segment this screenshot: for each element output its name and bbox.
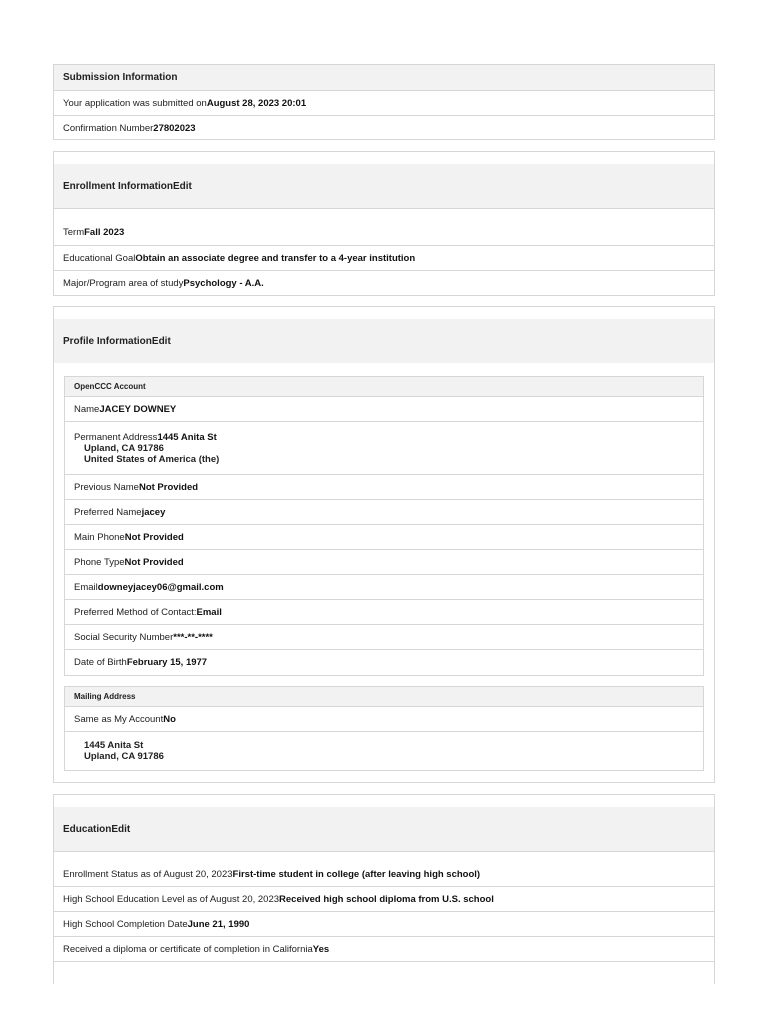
goal-value: Obtain an associate degree and transfer to a 4-year institution — [135, 252, 416, 264]
enrollment-panel — [53, 151, 715, 296]
preferred-name-label: Preferred Name — [74, 506, 142, 518]
name-value: JACEY DOWNEY — [99, 403, 177, 415]
hs-level-row — [54, 887, 714, 912]
term-label: Term — [63, 226, 85, 238]
mailing-address-section — [64, 686, 704, 771]
opencc-account-section — [64, 376, 704, 676]
previous-name-value: Not Provided — [138, 481, 199, 493]
education-edit-link[interactable]: Edit — [111, 823, 131, 835]
contact-method-label: Preferred Method of Contact: — [74, 606, 197, 618]
email-row — [65, 575, 703, 600]
previous-name-label: Previous Name — [74, 481, 139, 493]
enrollment-status-row — [54, 862, 714, 887]
education-title: Education Edit — [54, 807, 714, 852]
enrollment-title: Enrollment Information Edit — [54, 164, 714, 209]
mailing-address-row — [65, 732, 703, 770]
confirmation-row — [54, 116, 714, 141]
previous-name-row — [65, 475, 703, 500]
submitted-value: August 28, 2023 20:01 — [206, 97, 307, 109]
mailing-address-title: Mailing Address — [65, 687, 703, 707]
enrollment-status-label: Enrollment Status as of August 20, 2023 — [63, 868, 233, 880]
main-phone-label: Main Phone — [74, 531, 125, 543]
major-value: Psychology - A.A. — [183, 278, 264, 289]
name-label: Name — [74, 403, 100, 415]
main-phone-value: Not Provided — [124, 531, 184, 543]
main-phone-row — [65, 525, 703, 550]
phone-type-label: Phone Type — [74, 556, 125, 568]
hs-level-value: Received high school diploma from U.S. school — [279, 893, 494, 905]
name-row — [65, 397, 703, 422]
ca-diploma-label: Received a diploma or certificate of completion in California — [63, 943, 313, 955]
contact-method-value: Email — [196, 606, 222, 618]
email-label: Email — [74, 581, 98, 593]
ssn-value: ***-**-**** — [173, 631, 213, 643]
confirmation-value: 27802023 — [153, 123, 196, 134]
address-line-1: 1445 Anita St — [157, 431, 217, 443]
same-as-account-row — [65, 707, 703, 732]
profile-title: Profile Information Edit — [54, 319, 714, 363]
profile-edit-link[interactable]: Edit — [151, 335, 171, 347]
phone-type-row — [65, 550, 703, 575]
submitted-label: Your application was submitted on — [63, 97, 207, 109]
ca-diploma-row — [54, 937, 714, 962]
permanent-address-label: Permanent Address — [74, 431, 158, 443]
major-row — [54, 271, 714, 296]
profile-panel — [53, 306, 715, 783]
dob-value: February 15, 1977 — [126, 657, 208, 668]
term-row — [54, 209, 714, 246]
permanent-address-row — [65, 422, 703, 475]
ca-diploma-value: Yes — [312, 943, 330, 955]
hs-completion-label: High School Completion Date — [63, 918, 188, 930]
enrollment-edit-link[interactable]: Edit — [173, 180, 192, 192]
preferred-name-row — [65, 500, 703, 525]
ssn-label: Social Security Number — [74, 631, 174, 643]
same-as-account-value: No — [163, 713, 176, 725]
phone-type-value: Not Provided — [124, 556, 184, 568]
submitted-row — [54, 91, 714, 116]
address-line-3: United States of America (the) — [84, 453, 220, 465]
submission-panel — [53, 64, 715, 140]
major-label: Major/Program area of study — [63, 278, 184, 289]
submission-title: Submission Information — [54, 65, 714, 91]
education-panel — [53, 794, 715, 984]
mail-line-2: Upland, CA 91786 — [84, 751, 164, 762]
goal-label: Educational Goal — [63, 252, 136, 264]
hs-completion-value: June 21, 1990 — [187, 918, 250, 930]
address-line-2: Upland, CA 91786 — [84, 442, 164, 454]
hs-level-label: High School Education Level as of August 20, 2023 — [63, 893, 280, 905]
ssn-row — [65, 625, 703, 650]
enrollment-status-value: First-time student in college (after leaving high school) — [232, 868, 481, 880]
confirmation-label: Confirmation Number — [63, 123, 154, 134]
same-as-account-label: Same as My Account — [74, 713, 164, 725]
term-value: Fall 2023 — [84, 226, 125, 238]
dob-label: Date of Birth — [74, 657, 127, 668]
email-value: downeyjacey06@gmail.com — [97, 581, 224, 593]
preferred-name-value: jacey — [141, 506, 166, 518]
opencc-account-title: OpenCCC Account — [65, 377, 703, 397]
dob-row — [65, 650, 703, 675]
mail-line-1: 1445 Anita St — [84, 740, 144, 751]
hs-completion-row — [54, 912, 714, 937]
goal-row — [54, 246, 714, 271]
contact-method-row — [65, 600, 703, 625]
